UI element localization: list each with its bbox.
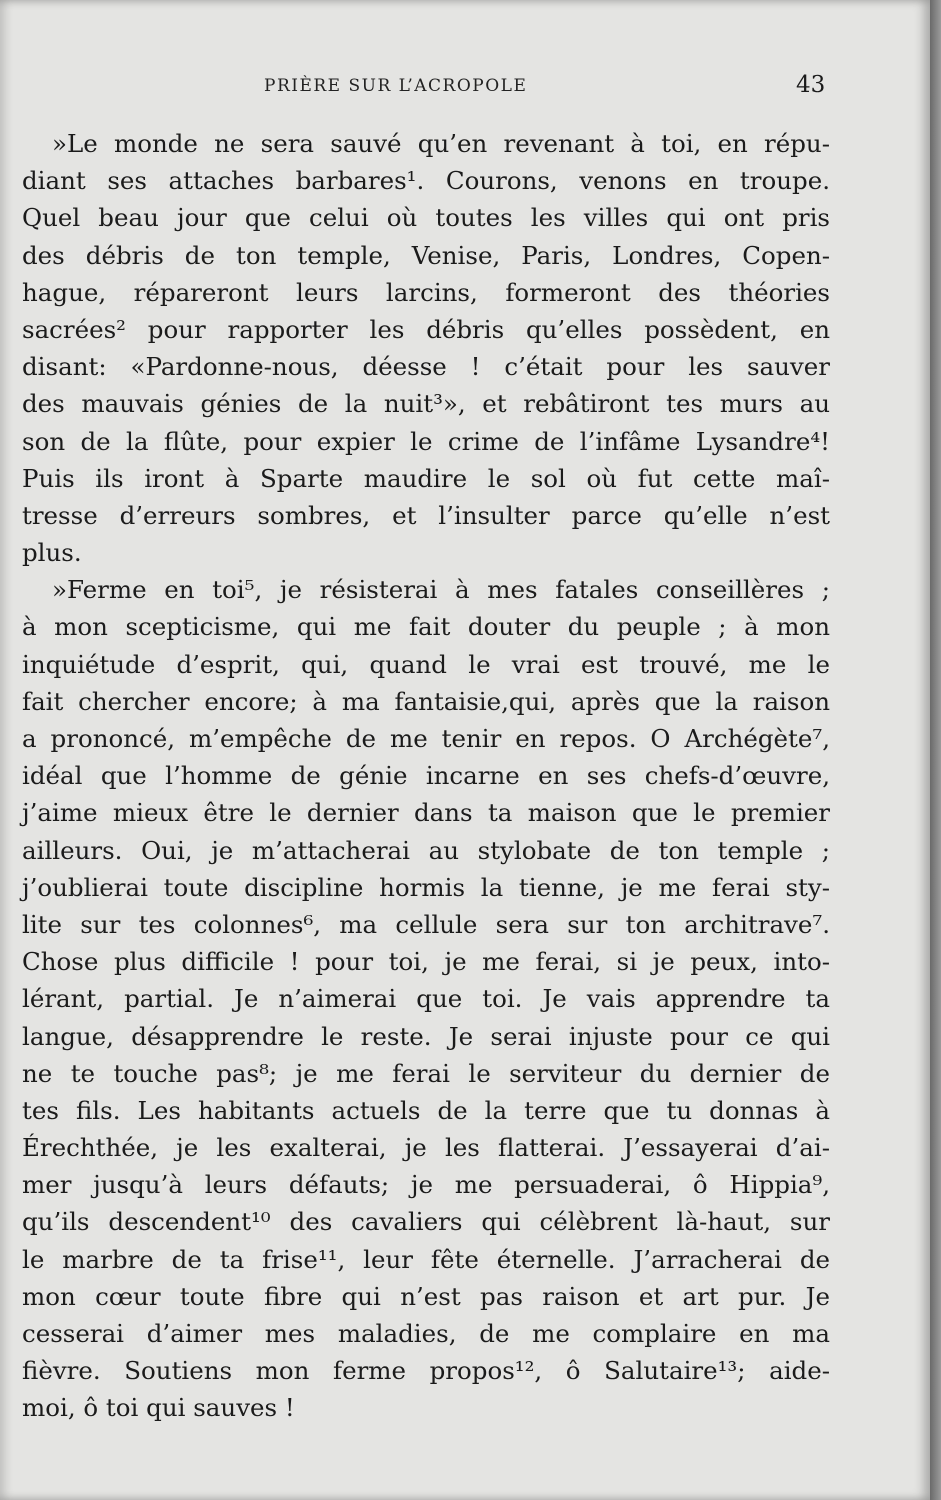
text-line: »Ferme en toi⁵, je résisterai à mes fatales conseillères ;: [52, 575, 830, 605]
text-line: moi, ô toi qui sauves !: [22, 1393, 295, 1423]
text-line: tresse d’erreurs sombres, et l’insulter parce qu’elle n’est: [22, 500, 830, 530]
text-line: inquiétude d’esprit, qui, quand le vrai est trouvé, me le: [22, 649, 830, 679]
text-line: Puis ils iront à Sparte maudire le sol où fut cette maî-: [22, 463, 830, 493]
text-line: »Le monde ne sera sauvé qu’en revenant à toi, en répu-: [52, 129, 830, 158]
text-line: mer jusqu’à leurs défauts; je me persuaderai, ô Hippia⁹,: [22, 1170, 830, 1200]
page-number: 43: [796, 72, 826, 98]
text-line: idéal que l’homme de génie incarne en ses chefs-d’œuvre,: [22, 761, 830, 791]
page-header: [0, 72, 930, 102]
text-line: son de la flûte, pour expier le crime de l’infâme Lysandre⁴!: [22, 426, 830, 456]
text-line: tes fils. Les habitants actuels de la terre que tu donnas à: [22, 1095, 830, 1125]
text-line: sacrées² pour rapporter les débris qu’elles possèdent, en: [22, 314, 830, 344]
text-line: fait chercher encore; à ma fantaisie,qui, après que la raison: [22, 686, 830, 716]
text-line: j’aime mieux être le dernier dans ta maison que le premier: [22, 798, 830, 828]
text-line: cesserai d’aimer mes maladies, de me complaire en ma: [22, 1319, 830, 1348]
text-line: fièvre. Soutiens mon ferme propos¹², ô Salutaire¹³; aide-: [22, 1356, 830, 1386]
text-line: langue, désapprendre le reste. Je serai injuste pour ce qui: [22, 1021, 830, 1051]
text-line: lérant, partial. Je n’aimerai que toi. Je vais apprendre ta: [22, 984, 830, 1014]
text-line: diant ses attaches barbares¹. Courons, venons en troupe.: [22, 166, 830, 196]
text-line: le marbre de ta frise¹¹, leur fête éternelle. J’arracherai de: [22, 1244, 830, 1274]
text-line: lite sur tes colonnes⁶, ma cellule sera sur ton architrave⁷.: [22, 909, 830, 939]
text-line: des mauvais génies de la nuit³», et rebâtiront tes murs au: [22, 389, 830, 419]
text-line: Érechthée, je les exalterai, je les flatterai. J’essayerai d’ai-: [22, 1133, 830, 1163]
text-line: disant: «Pardonne-nous, déesse ! c’était pour les sauver: [22, 352, 830, 382]
text-line: j’oublierai toute discipline hormis la tienne, je me ferai sty-: [22, 872, 830, 902]
body-text: [22, 125, 832, 1427]
text-line: Chose plus difficile ! pour toi, je me ferai, si je peux, into-: [22, 947, 830, 977]
text-line: ne te touche pas⁸; je me ferai le serviteur du dernier de: [22, 1058, 830, 1088]
text-line: qu’ils descendent¹⁰ des cavaliers qui célèbrent là-haut, sur: [22, 1207, 830, 1237]
text-line: à mon scepticisme, qui me fait douter du peuple ; à mon: [22, 612, 830, 642]
running-title: PRIÈRE SUR L’ACROPOLE: [264, 76, 528, 96]
text-line: a prononcé, m’empêche de me tenir en repos. O Archégète⁷,: [22, 724, 830, 753]
page-edge-shadow: [930, 0, 941, 1500]
text-line: plus.: [22, 538, 82, 568]
text-line: ailleurs. Oui, je m’attacherai au stylobate de ton temple ;: [22, 835, 830, 865]
text-line: Quel beau jour que celui où toutes les villes qui ont pris: [22, 203, 830, 233]
text-line: des débris de ton temple, Venise, Paris, Londres, Copen-: [22, 240, 830, 270]
text-line: hague, répareront leurs larcins, formeront des théories: [22, 277, 830, 307]
text-line: mon cœur toute fibre qui n’est pas raison et art pur. Je: [22, 1281, 830, 1311]
